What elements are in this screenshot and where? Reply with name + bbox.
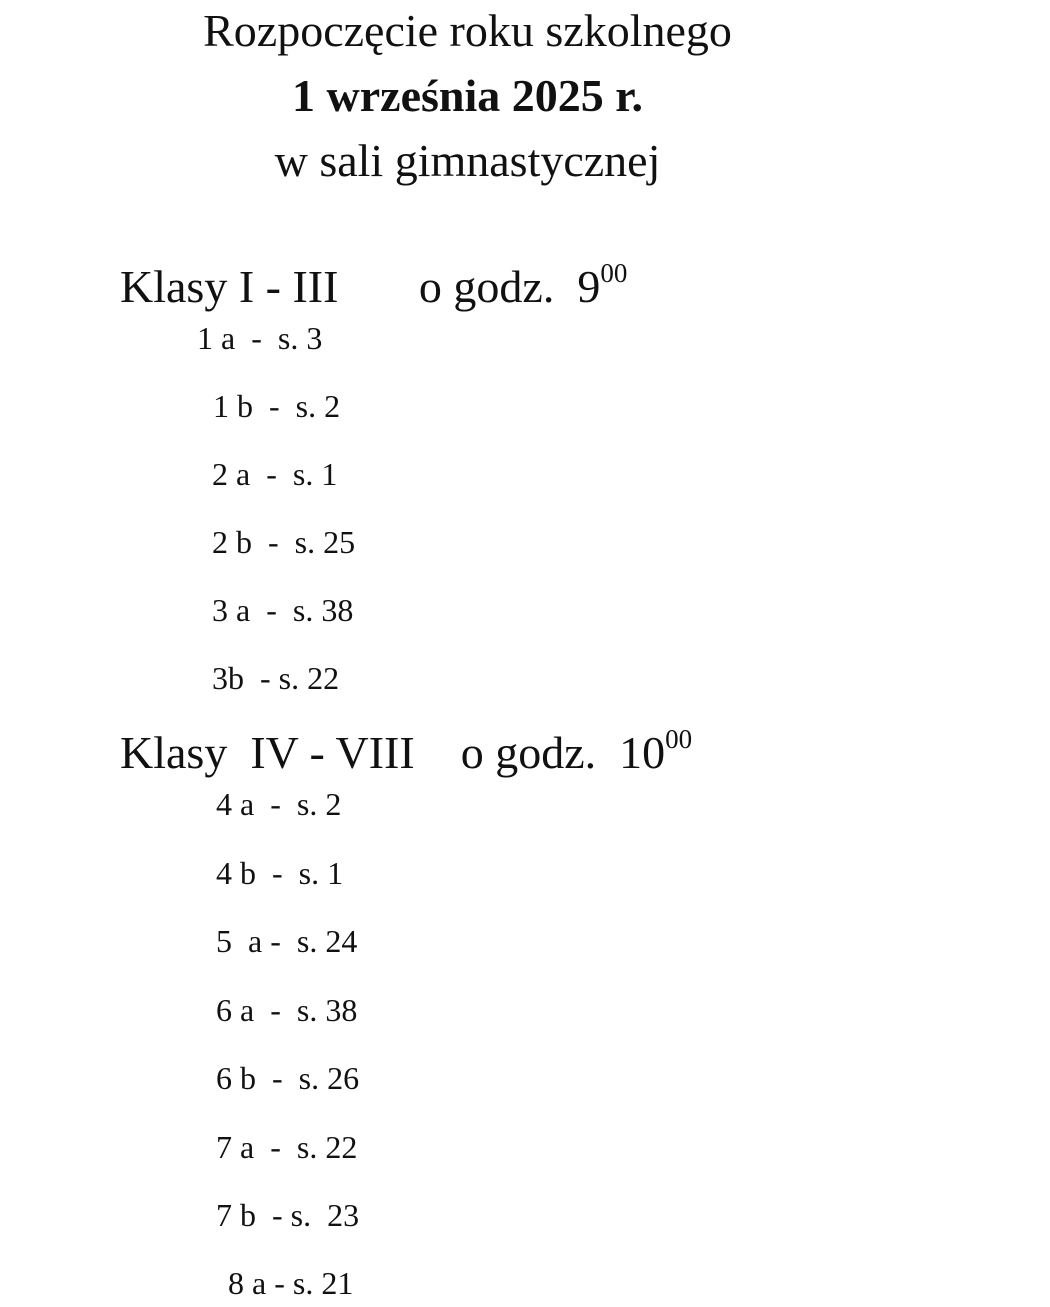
list-item: 1 b - s. 2: [213, 388, 341, 424]
list-item: 2 b - s. 25: [212, 524, 356, 560]
time-minutes: 00: [665, 724, 693, 754]
list-item: 6 a - s. 38: [216, 992, 358, 1028]
title-location: w sali gimnastycznej: [274, 135, 661, 186]
title-date: 1 września 2025 r.: [292, 70, 643, 121]
list-item: 7 b - s. 23: [216, 1197, 360, 1233]
list-item: 2 a - s. 1: [212, 456, 338, 492]
list-item: 7 a - s. 22: [216, 1129, 358, 1165]
section-title-classes-4-8: [120, 724, 693, 778]
list-item: 3b - s. 22: [212, 660, 340, 696]
time-minutes: 00: [600, 258, 628, 288]
section-title-classes-1-3: [120, 258, 628, 312]
list-item: 6 b - s. 26: [216, 1060, 360, 1096]
list-item: 8 a - s. 21: [228, 1265, 354, 1301]
list-item: 4 b - s. 1: [216, 855, 344, 891]
title-line-1: Rozpoczęcie roku szkolnego: [203, 5, 732, 56]
section-title-text: Klasy I - III o godz. 9: [120, 261, 601, 312]
list-item: 3 a - s. 38: [212, 592, 354, 628]
section-title-text: Klasy IV - VIII o godz. 10: [120, 727, 666, 778]
list-item: 4 a - s. 2: [216, 786, 342, 822]
list-item: 1 a - s. 3: [197, 320, 323, 356]
list-item: 5 a - s. 24: [216, 923, 358, 959]
